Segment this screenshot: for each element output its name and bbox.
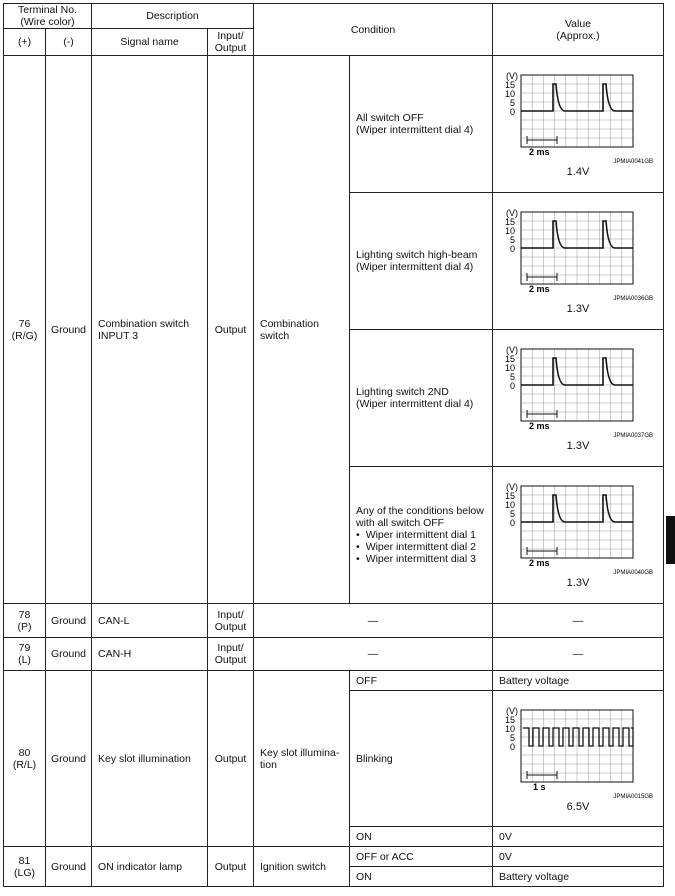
description-header: Description [92,4,254,29]
axis-tick-label: 15 [505,714,516,725]
axis-unit-label: (V) [506,482,518,492]
value-cell [493,467,664,604]
list-item: • Wiper intermittent dial 1 [356,529,492,541]
time-scale-label: 1 s [533,781,546,792]
signal-name-cell: CAN-L [92,604,208,638]
waveform [493,70,663,178]
value-cell: Battery voltage [493,671,664,691]
list-item: • Wiper intermittent dial 2 [356,541,492,553]
value-cell [493,330,664,467]
table-row [4,56,664,193]
signal-name-header: Signal name [92,29,208,56]
terminal-no-header: Terminal No. (Wire color) [4,4,92,29]
value-cell [493,56,664,193]
signal-name-cell: Combination switch INPUT 3 [92,56,208,604]
ground-cell: Ground [46,671,92,847]
signal-name-cell: CAN-H [92,638,208,671]
terminal-cell: 78 (P) [4,604,46,638]
condition-cell: Any of the conditions below with all switch OFF • Wiper intermittent dial 1 • Wiper intermittent dial 2 • Wiper intermittent dial 3 [350,467,493,604]
axis-tick-label: 15 [505,491,516,501]
list-item: • Wiper intermittent dial 3 [356,553,492,565]
signal-name-cell: ON indicator lamp [92,847,208,887]
condition-cell: ON [350,827,493,847]
figure-code: JPMIA0037GB [613,433,653,439]
io-cell: Output [208,56,254,604]
time-scale-label: 2 ms [529,421,550,431]
axis-unit-label: (V) [506,71,518,81]
axis-tick-label: 5 [510,372,516,382]
waveform [493,705,663,813]
table-row [4,638,664,671]
terminal-cell: 79 (L) [4,638,46,671]
value-header: Value (Approx.) [493,4,664,56]
figure-code: JPMIA0040GB [613,570,653,576]
axis-tick-label: 10 [505,363,516,373]
axis-unit-label: (V) [506,208,518,218]
condition-group-cell: Key slot illumina- tion [254,671,350,847]
condition-header: Condition [254,4,493,56]
figure-code: JPMIA0041GB [613,159,653,165]
condition-group-cell: Ignition switch [254,847,350,887]
axis-tick-label: 5 [510,98,516,108]
condition-cell: OFF [350,671,493,691]
axis-tick-label: 0 [510,244,516,254]
terminal-spec-table [3,3,664,887]
axis-unit-label: (V) [506,345,518,355]
axis-unit-label: (V) [506,705,518,716]
condition-bullet-list [356,529,492,565]
axis-tick-label: 10 [505,500,516,510]
value-cell [493,193,664,330]
table-row [4,847,664,867]
time-scale-label: 2 ms [529,147,550,157]
value-cell: 0V [493,827,664,847]
io-cell: Output [208,671,254,847]
axis-tick-label: 0 [510,381,516,391]
table-row [4,604,664,638]
value-cell: — [493,604,664,638]
terminal-cell: 80 (R/L) [4,671,46,847]
axis-tick-label: 10 [505,226,516,236]
time-scale-label: 2 ms [529,284,550,294]
waveform-graph [503,481,653,576]
axis-tick-label: 0 [510,741,516,752]
ground-cell: Ground [46,847,92,887]
waveform [493,207,663,315]
condition-cell: Blinking [350,691,493,827]
io-header: Input/ Output [208,29,254,56]
waveform-graph [503,207,653,302]
io-cell: Output [208,847,254,887]
value-cell: 0V [493,847,664,867]
axis-tick-label: 5 [510,509,516,519]
io-cell: Input/ Output [208,638,254,671]
time-scale-label: 2 ms [529,558,550,568]
plus-header: (+) [4,29,46,56]
waveform-graph [503,344,653,439]
condition-cell: — [254,604,493,638]
figure-code: JPMIA0015GB [613,793,653,800]
condition-cell: Lighting switch 2ND (Wiper intermittent dial 4) [350,330,493,467]
condition-cell: — [254,638,493,671]
value-cell [493,691,664,827]
axis-tick-label: 0 [510,518,516,528]
condition-cell: ON [350,867,493,887]
axis-tick-label: 0 [510,107,516,117]
voltage-value: 1.4V [566,166,590,178]
axis-tick-label: 5 [510,235,516,245]
axis-tick-label: 10 [505,89,516,99]
terminal-cell: 76 (R/G) [4,56,46,604]
axis-tick-label: 5 [510,732,516,743]
figure-code: JPMIA0036GB [613,296,653,302]
waveform [493,344,663,452]
condition-cell: Lighting switch high-beam (Wiper intermittent dial 4) [350,193,493,330]
value-cell: Battery voltage [493,867,664,887]
voltage-value: 6.5V [566,800,590,813]
axis-tick-label: 15 [505,354,516,364]
ground-cell: Ground [46,56,92,604]
signal-name-cell: Key slot illumination [92,671,208,847]
axis-tick-label: 15 [505,217,516,227]
axis-tick-label: 15 [505,80,516,90]
waveform-graph [503,70,653,165]
waveform [493,481,663,589]
waveform-graph [503,705,653,800]
value-cell: — [493,638,664,671]
voltage-value: 1.3V [566,440,590,452]
condition-group-cell: Combination switch [254,56,350,604]
axis-tick-label: 10 [505,723,516,734]
ground-cell: Ground [46,604,92,638]
section-tab-marker [666,516,675,564]
condition-cell: All switch OFF (Wiper intermittent dial 4) [350,56,493,193]
minus-header: (-) [46,29,92,56]
ground-cell: Ground [46,638,92,671]
voltage-value: 1.3V [566,303,590,315]
terminal-cell: 81 (LG) [4,847,46,887]
table-row [4,671,664,691]
voltage-value: 1.3V [566,577,590,589]
condition-cell: OFF or ACC [350,847,493,867]
io-cell: Input/ Output [208,604,254,638]
